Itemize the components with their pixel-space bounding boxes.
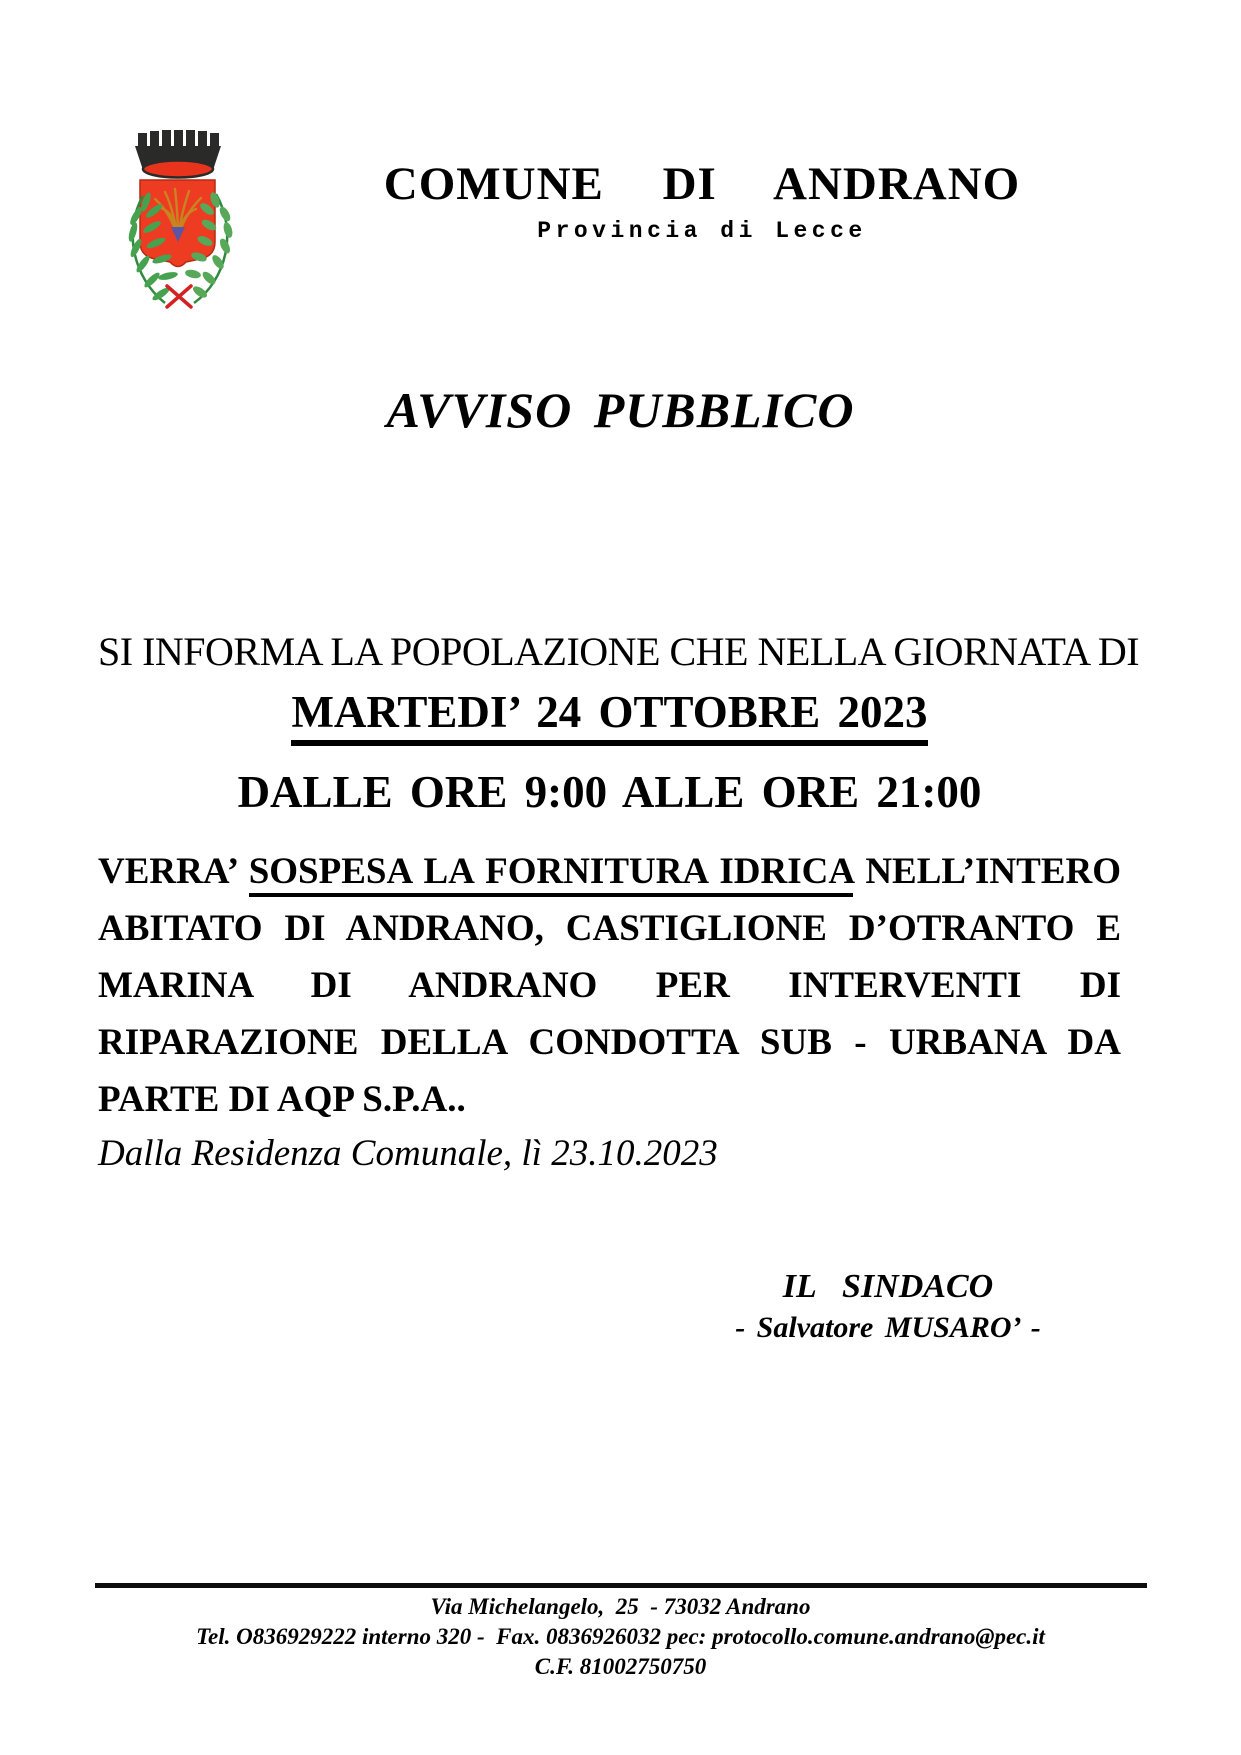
- notice-date-underlined: MARTEDI’ 24 OTTOBRE 2023: [291, 687, 927, 746]
- paragraph-part1: VERRA’: [98, 851, 249, 892]
- crest-svg: [102, 110, 267, 310]
- footer-divider: [95, 1583, 1147, 1588]
- page-title: AVVISO PUBBLICO: [386, 382, 855, 438]
- crown-cap: [143, 161, 213, 178]
- ribbon-icon: [167, 286, 191, 307]
- notice-paragraph: [98, 843, 1121, 1128]
- paragraph-part2: NELL’INTERO ABITATO DI ANDRANO, CASTIGLIONE D’OTRANTO E MARINA DI ANDRANO PER INTERVENTI DI RIPARAZIONE DELLA CONDOTTA SUB - URBANA DA PARTE DI AQP S.P.A..: [98, 851, 1121, 1120]
- footer-contacts: Tel. O836929222 interno 320 - Fax. 0836926032 pec: protocollo.comune.andrano@pec.it: [196, 1624, 1045, 1649]
- municipality-name: COMUNE DI ANDRANO: [383, 158, 1021, 210]
- letterhead: [262, 158, 1142, 244]
- signer-role: IL SINDACO: [782, 1268, 994, 1305]
- signature-block: [700, 1268, 1076, 1345]
- footer-fiscal-code: C.F. 81002750750: [534, 1654, 707, 1679]
- intro-line: SI INFORMA LA POPOLAZIONE CHE NELLA GIORNATA DI: [98, 629, 1140, 674]
- paragraph-underlined: SOSPESA LA FORNITURA IDRICA: [249, 851, 853, 897]
- signer-name: - Salvatore MUSARO’ -: [735, 1311, 1041, 1344]
- municipal-coat-of-arms-icon: [102, 110, 267, 310]
- notice-time-line: DALLE ORE 9:00 ALLE ORE 21:00: [237, 767, 982, 817]
- notice-date-line: [98, 686, 1121, 738]
- page-footer: [0, 1592, 1241, 1682]
- place-and-date: Dalla Residenza Comunale, lì 23.10.2023: [98, 1133, 718, 1174]
- footer-address: Via Michelangelo, 25 - 73032 Andrano: [430, 1594, 811, 1619]
- province-name: Provincia di Lecce: [537, 218, 867, 244]
